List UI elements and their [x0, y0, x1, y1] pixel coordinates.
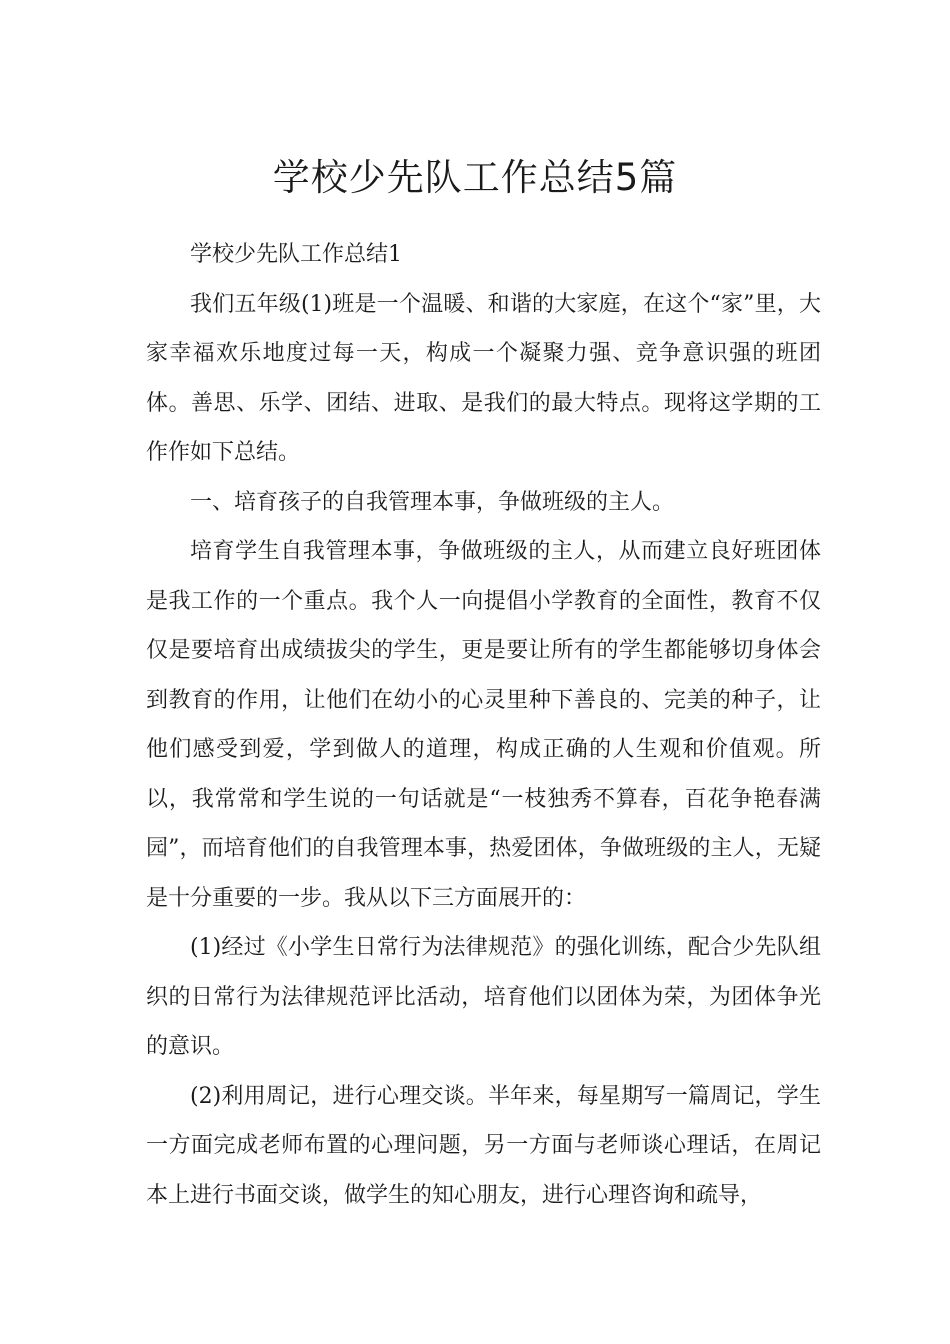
paragraph: 我们五年级(1)班是一个温暖、和谐的大家庭，在这个“家”里，大家幸福欢乐地度过每一天，构成一个凝聚力强、竞争意识强的班团体。善思、乐学、团结、进取、是我们的最大特点。现将这学期的工作作如下总结。: [146, 291, 821, 465]
paragraph: 培育学生自我管理本事，争做班级的主人，从而建立良好班团体是我工作的一个重点。我个人一向提倡小学教育的全面性，教育不仅仅是要培育出成绩拔尖的学生，更是要让所有的学生都能够切身体会到教育的作用，让他们在幼小的心灵里种下善良的、完美的种子，让他们感受到爱，学到做人的道理，构成正确的人生观和价值观。所以，我常常和学生说的一句话就是“一枝独秀不算春，百花争艳春满园”，而培育他们的自我管理本事，热爱团体，争做班级的主人，无疑是十分重要的一步。我从以下三方面展开的：: [146, 539, 821, 911]
paragraph: (2)利用周记，进行心理交谈。半年来，每星期写一篇周记，学生一方面完成老师布置的心理问题，另一方面与老师谈心理话，在周记本上进行书面交谈，做学生的知心朋友，进行心理咨询和疏导，: [146, 1083, 821, 1208]
section-heading: 学校少先队工作总结1: [190, 242, 402, 267]
document-title: 学校少先队工作总结5篇: [272, 155, 678, 199]
paragraph: (1)经过《小学生日常行为法律规范》的强化训练，配合少先队组织的日常行为法律规范评比活动，培育他们以团体为荣，为团体争光的意识。: [146, 935, 821, 1059]
subsection-heading: 一、培育孩子的自我管理本事，争做班级的主人。: [190, 489, 675, 515]
document-body: [146, 230, 821, 1220]
